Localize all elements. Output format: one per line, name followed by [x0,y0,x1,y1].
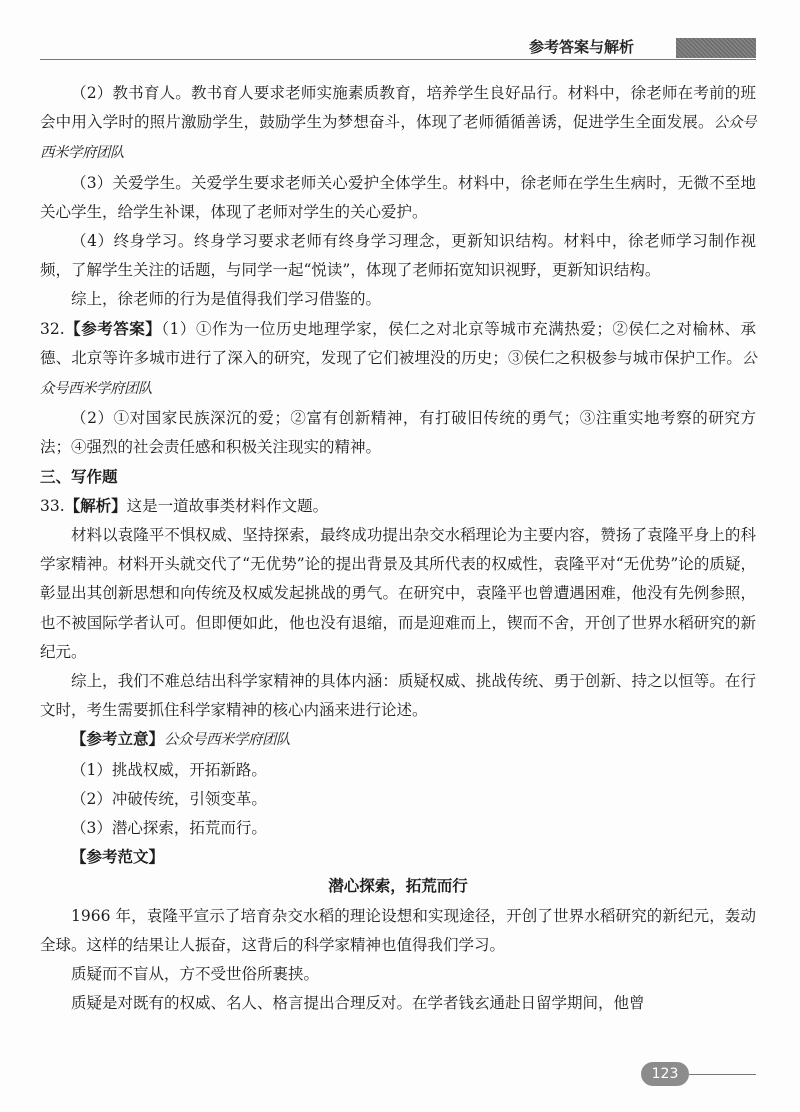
footer-rule [689,1074,756,1075]
idea-item: （1）挑战权威，开拓新路。 [71,760,267,779]
paragraph: （4）终身学习。终身学习要求老师有终身学习理念，更新知识结构。材料中，徐老师学习制作视频，了解学生关注的话题，与同学一起“悦读”，体现了老师拓宽知识视野，更新知识结构。 [40,232,756,280]
paragraph: 质疑而不盲从，方不受世俗所裹挟。 [71,965,320,984]
answer-label: 【参考答案】 [64,319,162,338]
watermark-text: 公众号西米学府团队 [40,115,756,162]
question-33-analysis [40,492,756,521]
analysis-label: 【解析】 [64,496,127,515]
sample-label: 【参考范文】 [71,848,165,867]
header-rule [40,59,756,60]
header-section-title: 参考答案与解析 [529,38,635,56]
header-decorative-bar [676,38,756,58]
paragraph: （2）①对国家民族深沉的爱；②富有创新精神，有打破旧传统的勇气；③注重实地考察的研究方法；④强烈的社会责任感和积极关注现实的精神。 [40,409,756,457]
paragraph: 综上，我们不难总结出科学家精神的具体内涵：质疑权威、挑战传统、勇于创新、持之以恒等。在行文时，考生需要抓住科学家精神的核心内涵来进行论述。 [40,672,756,720]
paragraph: 材料以袁隆平不惧权威、坚持探索，最终成功提出杂交水稻理论为主要内容，赞扬了袁隆平身上的科学家精神。材料开头就交代了“无优势”论的提出背景及其所代表的权威性，袁隆平对“无优势”论的质疑，彰显出其创新思想和向传统及权威发起挑战的勇气。在研究中，袁隆平也曾遭遇困难，他没有先例参照，也不被国际学者认可。但即便如此，他也没有退缩，而是迎难而上，锲而不舍，开创了世界水稻研究的新纪元。 [40,526,756,661]
paragraph-text: （2）教书育人。教书育人要求老师实施素质教育，培养学生良好品行。材料中，徐老师在考前的班会中用入学时的照片激励学生，鼓励学生为梦想奋斗，体现了老师循循善诱，促进学生全面发展。 [40,84,756,132]
idea-item: （3）潜心探索，拓荒而行。 [71,819,267,838]
paragraph: 质疑是对既有的权威、名人、格言提出合理反对。在学者钱玄通赴日留学期间，他曾 [71,994,645,1013]
question-number: 32. [40,319,65,338]
paragraph: 1966 年，袁隆平宣示了培育杂交水稻的理论设想和实现途径，开创了世界水稻研究的新纪元，轰动全球。这样的结果让人振奋，这背后的科学家精神也值得我们学习。 [40,906,756,954]
watermark-text: 公众号西米学府团队 [40,350,756,398]
section-heading: 三、写作题 [40,467,118,486]
watermark-text: 公众号西米学府团队 [164,732,291,749]
essay-title: 潜心探索，拓荒而行 [328,877,468,896]
paragraph: （3）关爱学生。关爱学生要求老师关心爱护全体学生。材料中，徐老师在学生生病时，无微不至地关心学生，给学生补课，体现了老师对学生的关心爱护。 [40,173,756,221]
analysis-intro: 这是一道故事类材料作文题。 [126,496,329,515]
paragraph [40,79,756,169]
idea-item: （2）冲破传统，引领变革。 [71,789,267,808]
question-32-answer [40,315,756,405]
question-number: 33. [40,496,65,515]
idea-label: 【参考立意】 [71,730,165,749]
paragraph: 综上，徐老师的行为是值得我们学习借鉴的。 [71,290,382,309]
document-body [40,79,756,1019]
answer-text: （1）①作为一位历史地理学家，侯仁之对北京等城市充满热爱；②侯仁之对榆林、承德、北京等许多城市进行了深入的研究，发现了它们被埋没的历史；③侯仁之积极参与城市保护工作。 [40,319,756,367]
idea-heading [40,725,756,755]
page-number: 123 [641,1062,689,1086]
